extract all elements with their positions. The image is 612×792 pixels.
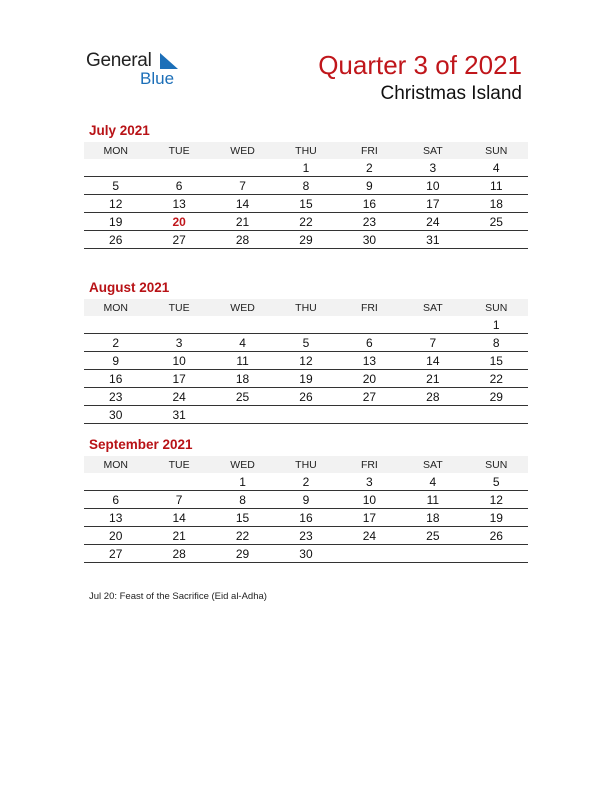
day-cell: 26 [465,527,528,545]
day-cell: 29 [465,388,528,406]
day-cell: 1 [465,316,528,334]
day-cell: 6 [338,334,401,352]
month-title: August 2021 [89,280,170,295]
weekday-header: THU [274,299,337,316]
day-cell: 30 [338,231,401,249]
day-cell: 22 [274,213,337,231]
day-cell: 4 [211,334,274,352]
weekday-header: SAT [401,456,464,473]
day-cell: 1 [274,159,337,177]
day-cell: 30 [84,406,147,424]
day-cell [465,406,528,424]
week-row [84,316,528,334]
day-cell: 21 [401,370,464,388]
day-cell [147,316,210,334]
day-cell: 21 [211,213,274,231]
day-cell: 5 [274,334,337,352]
day-cell: 18 [465,195,528,213]
day-cell: 3 [147,334,210,352]
week-row [84,352,528,370]
day-cell: 12 [465,491,528,509]
weekday-header: SUN [465,456,528,473]
day-cell: 10 [147,352,210,370]
day-cell: 14 [147,509,210,527]
day-cell [211,406,274,424]
day-cell: 14 [211,195,274,213]
country-name: Christmas Island [380,83,522,104]
day-cell: 9 [274,491,337,509]
day-cell: 24 [147,388,210,406]
calendar-table [84,299,528,424]
day-cell: 30 [274,545,337,563]
day-cell [274,316,337,334]
weekday-header: SUN [465,142,528,159]
day-cell: 8 [274,177,337,195]
day-cell: 3 [338,473,401,491]
weekday-header-row [84,142,528,159]
week-row [84,509,528,527]
day-cell: 13 [84,509,147,527]
weekday-header: FRI [338,299,401,316]
calendar-table [84,142,528,249]
day-cell: 24 [401,213,464,231]
week-row [84,213,528,231]
week-row [84,406,528,424]
weekday-header: WED [211,299,274,316]
brand-name-general: General [86,50,152,71]
day-cell: 31 [147,406,210,424]
day-cell: 27 [84,545,147,563]
day-cell: 9 [84,352,147,370]
day-cell: 7 [147,491,210,509]
day-cell: 14 [401,352,464,370]
day-cell: 7 [401,334,464,352]
day-cell [401,316,464,334]
week-row [84,195,528,213]
day-cell: 19 [84,213,147,231]
day-cell: 26 [274,388,337,406]
day-cell: 10 [401,177,464,195]
brand-name-blue: Blue [140,69,175,88]
weekday-header-row [84,456,528,473]
week-row [84,545,528,563]
page-title: Quarter 3 of 2021 [318,50,522,80]
day-cell: 5 [84,177,147,195]
day-cell: 25 [211,388,274,406]
day-cell: 5 [465,473,528,491]
day-cell: 4 [401,473,464,491]
day-cell: 11 [211,352,274,370]
day-cell: 27 [338,388,401,406]
day-cell: 23 [84,388,147,406]
day-cell [211,316,274,334]
day-cell: 16 [274,509,337,527]
holiday-note: Jul 20: Feast of the Sacrifice (Eid al-Adha) [89,591,267,602]
day-cell: 29 [211,545,274,563]
day-cell: 18 [401,509,464,527]
weekday-header: TUE [147,456,210,473]
day-cell: 29 [274,231,337,249]
day-cell [84,473,147,491]
weekday-header: TUE [147,299,210,316]
weekday-header-row [84,299,528,316]
weekday-header: TUE [147,142,210,159]
day-cell: 3 [401,159,464,177]
calendar-table [84,456,528,563]
day-cell: 11 [465,177,528,195]
day-cell: 22 [465,370,528,388]
day-cell: 7 [211,177,274,195]
day-cell: 28 [401,388,464,406]
day-cell [211,159,274,177]
day-cell: 17 [401,195,464,213]
weekday-header: MON [84,456,147,473]
month-july [84,123,528,249]
day-cell: 23 [338,213,401,231]
brand-logo [86,50,196,90]
week-row [84,388,528,406]
week-row [84,527,528,545]
day-cell: 24 [338,527,401,545]
day-cell [147,159,210,177]
day-cell: 17 [338,509,401,527]
week-row [84,177,528,195]
day-cell: 25 [465,213,528,231]
day-cell [401,406,464,424]
day-cell: 8 [465,334,528,352]
day-cell [465,231,528,249]
day-cell [338,406,401,424]
month-title: July 2021 [89,123,150,138]
calendar-body [84,316,528,424]
day-cell: 23 [274,527,337,545]
weekday-header: SAT [401,299,464,316]
day-cell: 10 [338,491,401,509]
day-cell: 28 [211,231,274,249]
weekday-header: WED [211,142,274,159]
week-row [84,370,528,388]
day-cell: 4 [465,159,528,177]
weekday-header: MON [84,299,147,316]
day-cell: 2 [84,334,147,352]
day-cell: 9 [338,177,401,195]
calendar-body [84,473,528,563]
day-cell: 20 [338,370,401,388]
day-cell [465,545,528,563]
weekday-header: SAT [401,142,464,159]
weekday-header: WED [211,456,274,473]
week-row [84,491,528,509]
day-cell: 31 [401,231,464,249]
week-row [84,231,528,249]
day-cell: 27 [147,231,210,249]
day-cell: 15 [465,352,528,370]
day-cell [401,545,464,563]
holiday-day-cell: 20 [147,213,210,231]
day-cell: 28 [147,545,210,563]
day-cell: 21 [147,527,210,545]
weekday-header: FRI [338,456,401,473]
day-cell: 15 [274,195,337,213]
weekday-header: THU [274,456,337,473]
week-row [84,334,528,352]
weekday-header: MON [84,142,147,159]
day-cell: 16 [84,370,147,388]
day-cell: 22 [211,527,274,545]
month-title: September 2021 [89,437,193,452]
day-cell: 26 [84,231,147,249]
weekday-header: FRI [338,142,401,159]
day-cell: 18 [211,370,274,388]
day-cell [338,316,401,334]
day-cell [147,473,210,491]
day-cell [338,545,401,563]
day-cell: 13 [338,352,401,370]
week-row [84,473,528,491]
day-cell: 13 [147,195,210,213]
weekday-header: THU [274,142,337,159]
calendar-body [84,159,528,249]
day-cell: 2 [338,159,401,177]
day-cell: 19 [465,509,528,527]
day-cell: 12 [84,195,147,213]
day-cell: 6 [147,177,210,195]
day-cell: 11 [401,491,464,509]
day-cell: 20 [84,527,147,545]
day-cell: 16 [338,195,401,213]
day-cell: 1 [211,473,274,491]
week-row [84,159,528,177]
weekday-header: SUN [465,299,528,316]
day-cell: 15 [211,509,274,527]
day-cell [84,316,147,334]
day-cell [274,406,337,424]
day-cell: 2 [274,473,337,491]
month-august [84,280,528,424]
month-september [84,437,528,563]
day-cell: 12 [274,352,337,370]
day-cell [84,159,147,177]
day-cell: 25 [401,527,464,545]
day-cell: 17 [147,370,210,388]
day-cell: 19 [274,370,337,388]
day-cell: 8 [211,491,274,509]
day-cell: 6 [84,491,147,509]
